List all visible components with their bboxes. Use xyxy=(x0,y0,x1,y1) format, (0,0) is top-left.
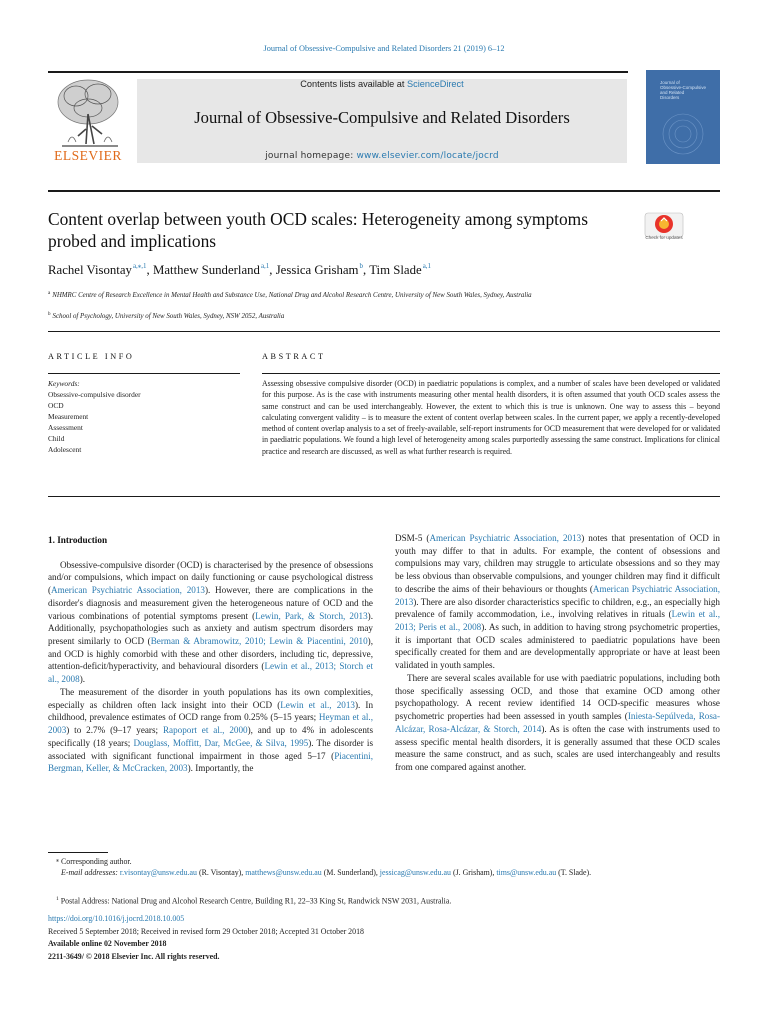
paragraph-text: The measurement of the disorder in youth populations has its own complexities, especially as children often lack insight into their OCD ( xyxy=(48,686,373,710)
affiliation-text: NHMRC Centre of Research Excellence in Mental Health and Substance Use, National Drug and Alcohol Research Centre, University of New South Wales, Sydney, Australia xyxy=(52,292,532,299)
citation-link[interactable]: American Psychiatric Association, 2013 xyxy=(429,533,582,543)
paragraph-text: ). The disorder is associated with significant functional impairment in those aged 5–17 ( xyxy=(48,737,373,761)
body-paragraph xyxy=(48,686,373,775)
paragraph-text: There are several scales available for use with paediatric populations, including both those specifically assessing OCD, and those that examine OCD among other psychopathology. A recent review identified 14 OCD-specific measures whose psychometric properties had been assessed in youth samples ( xyxy=(395,672,720,722)
paragraph-text: ). There are also disorder characteristics specific to children, e.g., an especially high prevalence of family accommodation, i.e., involving relatives in rituals ( xyxy=(395,596,720,620)
affiliation-rule xyxy=(48,331,720,332)
copyright: 2211-3649/ © 2018 Elsevier Inc. All rights reserved. xyxy=(48,951,220,961)
affiliation-a xyxy=(48,289,648,301)
cover-title-line: and Related xyxy=(660,90,685,95)
citation-link[interactable]: Lewin et al., 2013; Peris et al., 2008 xyxy=(395,609,720,633)
paragraph-text: ) notes that presentation of OCD in youth may differ to that in adults. For example, the content of obsessions and compulsions may vary, children may struggle to articulate obsessions and so they may be less obvious than observable compulsions, and younger children may find it difficult to describe the aims of their behaviours or thoughts ( xyxy=(395,533,720,594)
email-label: E-mail addresses: xyxy=(61,868,118,877)
citation-link[interactable]: American Psychiatric Association, 2013 xyxy=(395,583,720,607)
affiliation-b xyxy=(48,310,648,322)
cover-pattern-icon xyxy=(654,110,712,158)
author-affiliation-mark[interactable]: a,1 xyxy=(260,262,270,270)
journal-homepage-line xyxy=(137,151,627,161)
keyword: Child xyxy=(48,434,65,443)
citation-link[interactable]: Lewin, Park, & Storch, 2013 xyxy=(255,610,368,621)
keywords-label: Keywords: xyxy=(48,379,80,388)
email-owner: (J. Grisham), xyxy=(450,868,497,877)
keyword: Adolescent xyxy=(48,445,82,454)
affiliation-mark: a xyxy=(48,291,51,296)
contents-available-line xyxy=(137,79,627,89)
footnote-rule xyxy=(48,852,108,853)
author-affiliation-mark[interactable]: b xyxy=(359,262,364,270)
keyword: Obsessive-compulsive disorder xyxy=(48,390,141,399)
paragraph-text: DSM-5 ( xyxy=(395,533,430,543)
corresponding-text: Corresponding author. xyxy=(60,857,132,866)
journal-homepage-link[interactable]: www.elsevier.com/locate/jocrd xyxy=(356,151,499,161)
article-title: Content overlap between youth OCD scales: Heterogeneity among symptoms probed and implications xyxy=(48,209,588,251)
paragraph-text: ). Importantly, the xyxy=(187,763,254,774)
email-owner: (T. Slade). xyxy=(556,868,592,877)
postal-address-note xyxy=(48,893,720,908)
body-column-left xyxy=(48,534,373,775)
section-heading-introduction: 1. Introduction xyxy=(48,535,108,545)
paragraph-text: ), and OCD is highly comorbid with these and other disorders, including tic, depressive, attention-deficit/hyperactivity, and behavioural disorders ( xyxy=(48,636,373,672)
abstract-rule xyxy=(262,373,720,374)
keyword: Measurement xyxy=(48,412,89,421)
abstract-text: Assessing obsessive compulsive disorder (OCD) in paediatric populations is complex, and a number of scales have been developed or validated for this purpose. As is the case with instruments measuring other mental health disorders, it is often assumed that youth OCD scales assess the same construct and can be used interchangeably. However, the extent to which this is true is unknown. One way to assess this – beyond calculating convergent validity – is to measure the extent of content overlap between scales. In the current paper, we apply a recently-developed method of content overlap analysis to a set of freely-available, self-report instruments for OCD measurement that were developed for or validated in paediatric populations. We found a high level of heterogeneity among scales purportedly assessing the same construct. Implications for clinical practice and research are discussed, as well as what further research is required. xyxy=(262,379,720,456)
citation-link[interactable]: Piacentini, Bergman, Keller, & McCracken, 2003 xyxy=(48,750,373,774)
author-separator: , xyxy=(269,263,276,277)
email-link[interactable]: jessicag@unsw.edu.au xyxy=(379,868,451,877)
abstract-heading: ABSTRACT xyxy=(262,352,326,361)
journal-cover-thumbnail[interactable] xyxy=(646,70,720,164)
abstract-bottom-rule xyxy=(48,496,720,497)
cover-title-line: Disorders xyxy=(660,95,680,100)
homepage-prefix: journal homepage: xyxy=(265,151,357,161)
article-info-rule xyxy=(48,373,240,374)
elsevier-wordmark: ELSEVIER xyxy=(54,148,122,163)
citation-link[interactable]: Rapoport et al., 2000 xyxy=(162,725,248,736)
postal-text: Postal Address: National Drug and Alcohol Research Centre, Building R1, 22–33 King St, Randwick NSW 2031, Australia. xyxy=(60,896,452,906)
paragraph-text: ). xyxy=(79,674,86,685)
cover-title-line: Journal of xyxy=(660,80,680,85)
check-for-updates-badge[interactable] xyxy=(644,212,684,252)
email-owner: (R. Visontay), xyxy=(197,868,246,877)
contents-prefix: Contents lists available at xyxy=(300,79,408,89)
email-link[interactable]: matthews@unsw.edu.au xyxy=(245,868,322,877)
body-paragraph xyxy=(395,532,720,672)
paragraph-text: Obsessive-compulsive disorder (OCD) is characterised by the presence of obsessions and/or compulsions, which impact on daily functioning or cause psychological distress ( xyxy=(48,559,373,596)
citation-link[interactable]: Berman & Abramowitz, 2010; Lewin & Piacentini, 2010 xyxy=(150,636,368,647)
body-paragraph xyxy=(48,559,373,686)
received-dates: Received 5 September 2018; Received in revised form 29 October 2018; Accepted 31 October 2018 xyxy=(48,926,364,936)
keyword: OCD xyxy=(48,401,64,410)
paragraph-text: ). Additionally, psychopathologies such as anxiety and autism spectrum disorders may present similarly to OCD ( xyxy=(48,610,373,647)
email-link[interactable]: tims@unsw.edu.au xyxy=(496,868,557,877)
journal-title: Journal of Obsessive-Compulsive and Related Disorders xyxy=(194,108,570,127)
citation-link[interactable]: Iniesta-Sepúlveda, Rosa-Alcázar, Rosa-Alcázar, & Storch, 2014 xyxy=(395,711,720,734)
author-separator: , xyxy=(363,263,370,277)
sciencedirect-link[interactable]: ScienceDirect xyxy=(407,79,464,89)
check-updates-label: Check for updates xyxy=(645,235,683,240)
body-column-right xyxy=(395,532,720,774)
header-rule xyxy=(48,71,628,73)
citation-link[interactable]: Douglass, Moffitt, Dar, McGee, & Silva, 1995 xyxy=(133,737,309,748)
paragraph-text: ), and up to 4% in adolescents specifically (18 years; xyxy=(48,725,373,748)
header-bottom-rule xyxy=(48,190,720,192)
author[interactable] xyxy=(276,263,369,277)
paragraph-text: ). As such, in addition to having strong psychometric properties, it is important that OCD scales administered to paediatric populations have been specifically created for them and are developmentally appropriate or have at least been validated in youth samples. xyxy=(395,622,720,671)
author-name: Jessica Grisham xyxy=(275,263,359,277)
author-name: Rachel Visontay xyxy=(48,263,132,277)
email-link[interactable]: r.visontay@unsw.edu.au xyxy=(119,868,197,877)
cover-title-line: Obsessive-Compulsive xyxy=(660,85,707,90)
author[interactable] xyxy=(369,263,431,277)
citation-link[interactable]: Lewin et al., 2013 xyxy=(280,699,355,710)
citation-link[interactable]: Lewin et al., 2013; Storch et al., 2008 xyxy=(48,661,373,685)
keywords-block xyxy=(48,378,238,455)
author-name: Tim Slade xyxy=(369,263,422,277)
author-affiliation-mark[interactable]: a,1 xyxy=(422,262,432,270)
paragraph-text: ). In childhood, prevalence estimates of OCD range from 0.25% (5–15 years; xyxy=(48,699,374,723)
email-owner: (M. Sunderland), xyxy=(321,868,380,877)
doi-link[interactable]: https://doi.org/10.1016/j.jocrd.2018.10.005 xyxy=(48,914,185,923)
body-paragraph xyxy=(395,672,720,774)
affiliation-text: School of Psychology, University of New South Wales, Sydney, NSW 2052, Australia xyxy=(52,313,285,320)
article-info-heading: ARTICLE INFO xyxy=(48,352,135,361)
author-separator: , xyxy=(146,263,153,277)
author[interactable] xyxy=(48,263,153,277)
paragraph-text: ). As is often the case with instruments used to assess specific mental health disorders, it is generally assumed that these OCD scales measure the same construct, and as such, scales are used interchangeably and results from one compared against another. xyxy=(395,723,720,772)
citation-link[interactable]: American Psychiatric Association, 2013 xyxy=(51,585,205,596)
author-list xyxy=(48,262,431,278)
publication-info xyxy=(48,913,548,963)
author-name: Matthew Sunderland xyxy=(152,263,260,277)
paragraph-text: ) to 2.7% (9–17 years; xyxy=(66,725,163,736)
available-online: Available online 02 November 2018 xyxy=(48,939,167,949)
paragraph-text: ). However, there are complications in the disorder's diagnosis and measurement given the heterogeneous nature of OCD and the various combinations of potential symptoms present ( xyxy=(48,585,373,621)
journal-citation[interactable]: Journal of Obsessive-Compulsive and Related Disorders 21 (2019) 6–12 xyxy=(263,44,505,53)
affiliation-mark: b xyxy=(48,312,51,317)
postal-mark: 1 xyxy=(56,896,59,902)
author[interactable] xyxy=(153,263,276,277)
citation-link[interactable]: Heyman et al., 2003 xyxy=(48,712,373,736)
corresponding-author-note: ⁎ Corresponding author. xyxy=(56,857,132,866)
keyword: Assessment xyxy=(48,423,83,432)
author-affiliation-mark[interactable]: a,⁎,1 xyxy=(132,262,147,270)
email-addresses-note xyxy=(48,867,661,880)
